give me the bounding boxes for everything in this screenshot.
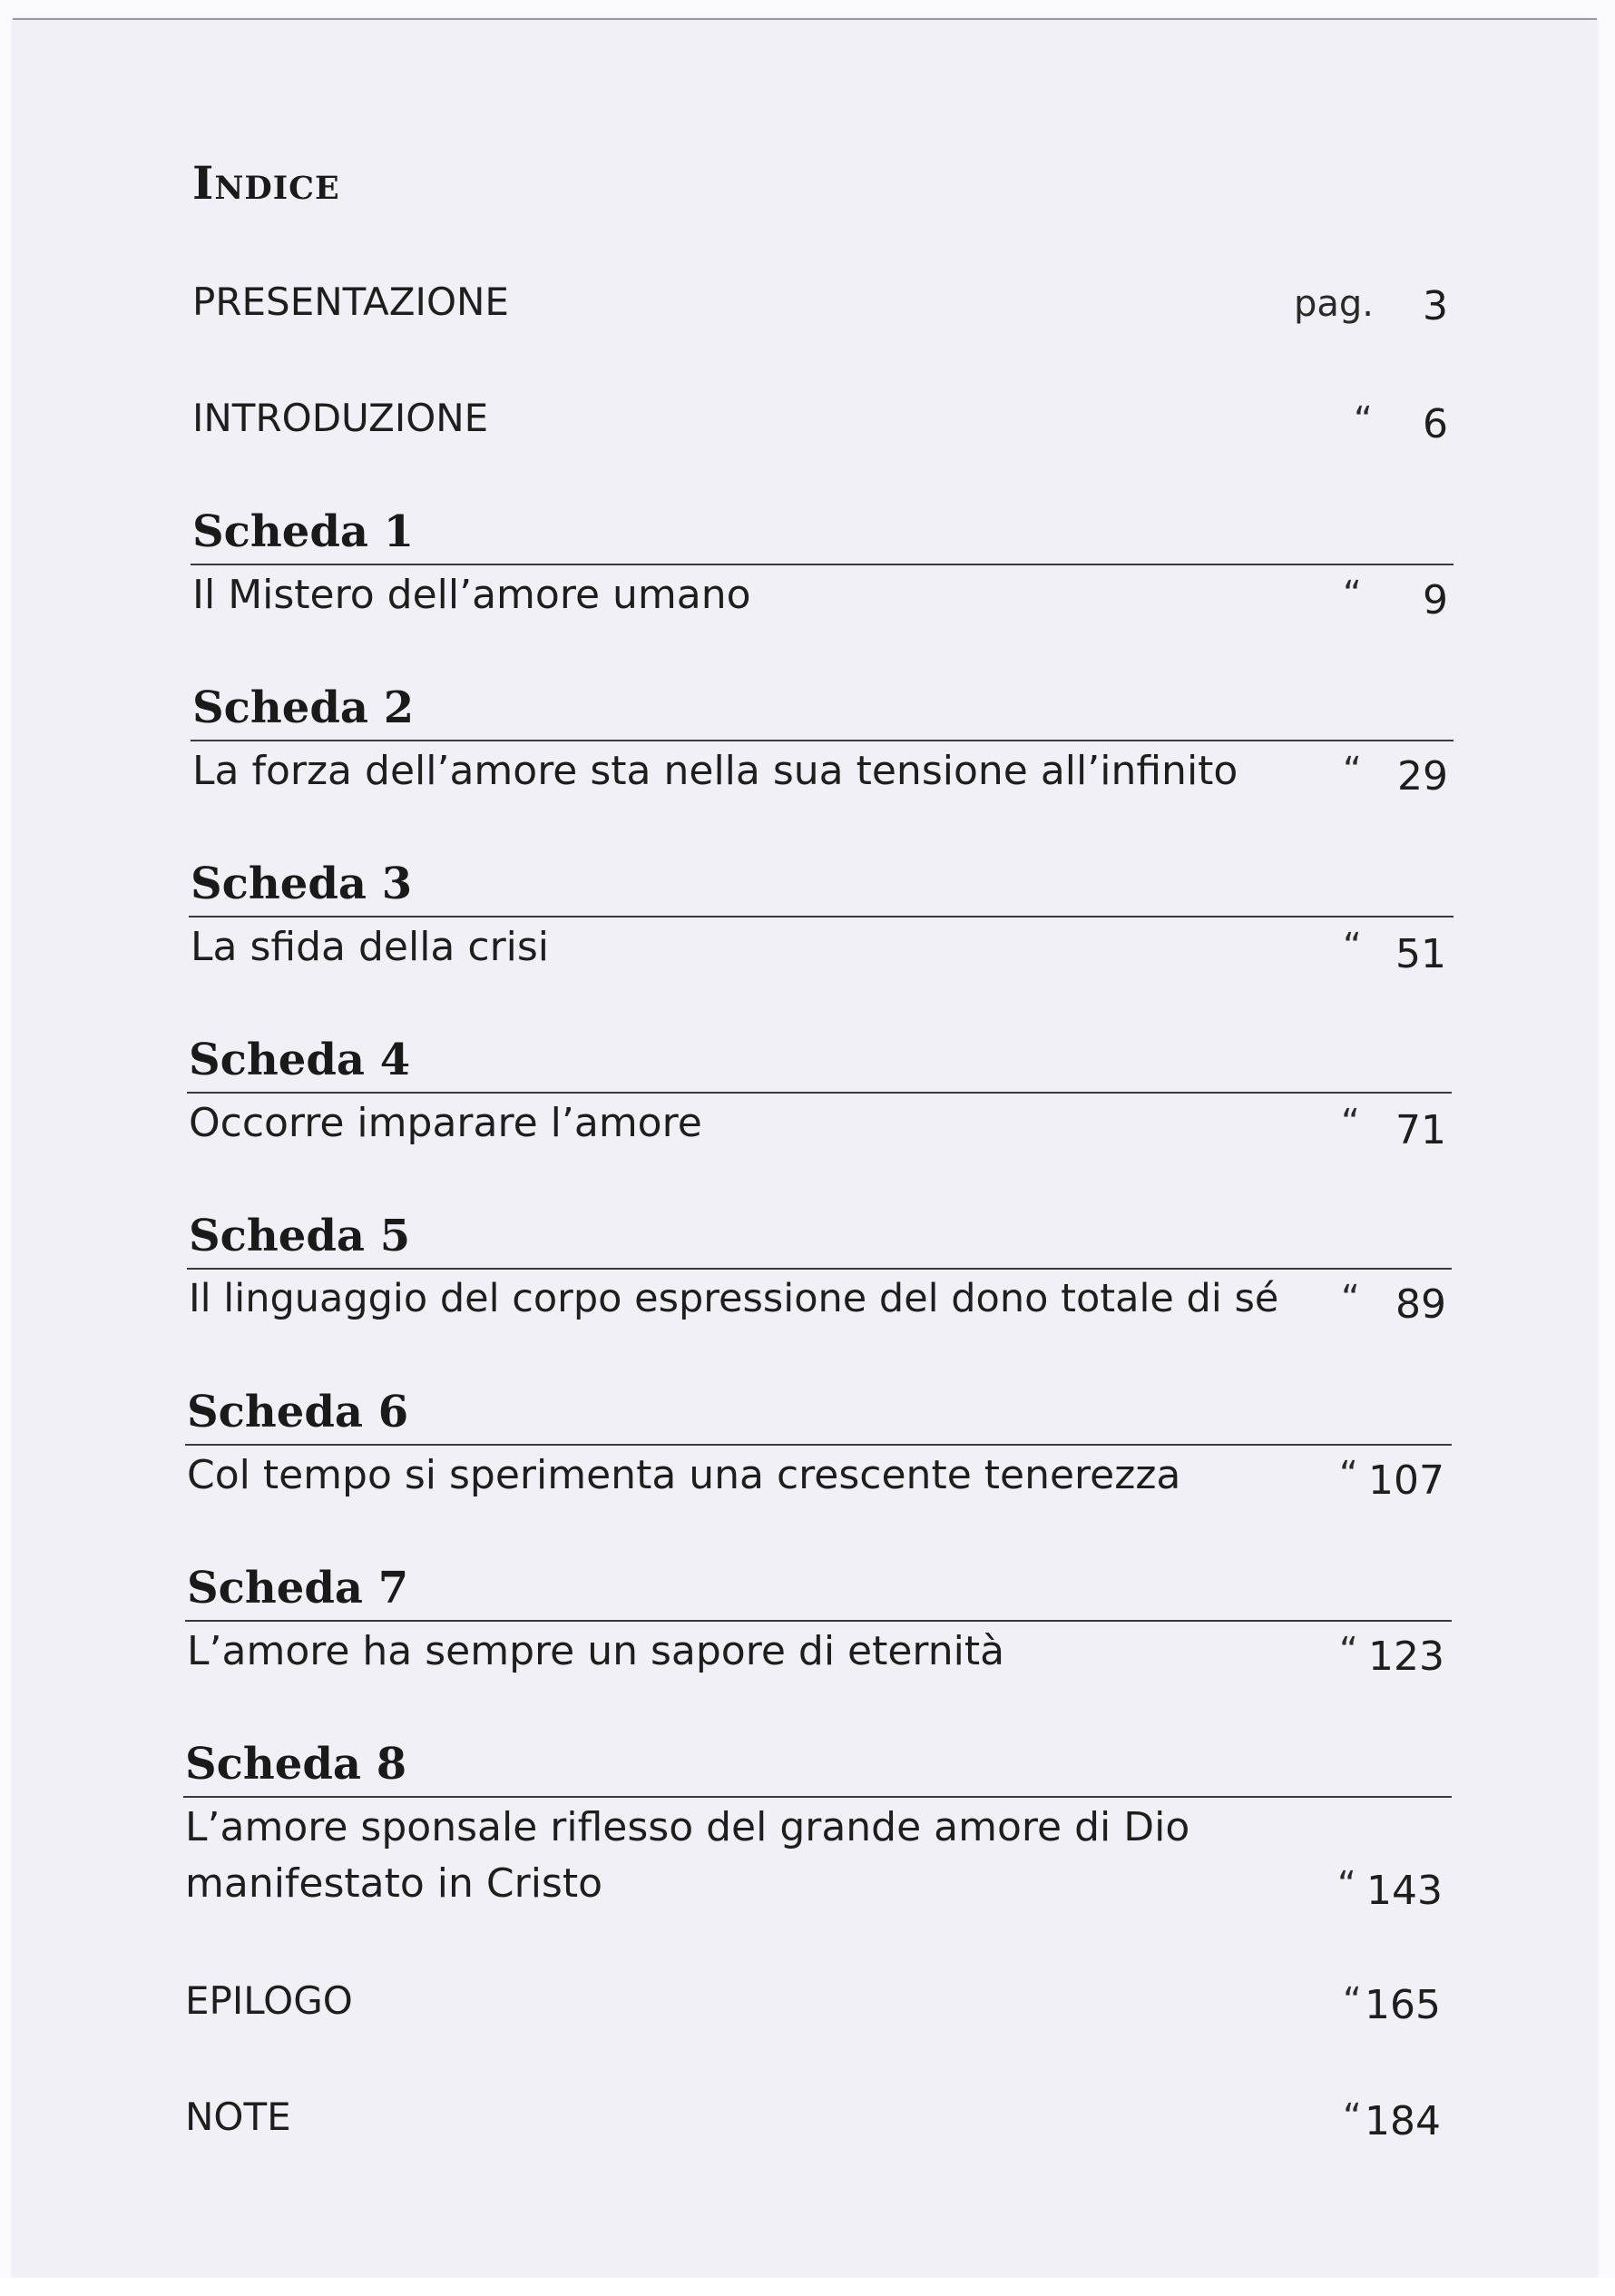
- heading-rule: [187, 1268, 1452, 1270]
- scheda-title-line-1: L’amore sponsale riflesso del grande amore di Dio: [185, 1804, 1190, 1850]
- ditto-mark: “: [1339, 1454, 1358, 1496]
- entry-page-number: 123: [1368, 1634, 1444, 1680]
- ditto-mark: “: [1337, 1864, 1356, 1906]
- page-label: pag.: [1294, 283, 1375, 325]
- entry-label: EPILOGO: [185, 1978, 353, 2023]
- entry-page-number: 107: [1368, 1457, 1444, 1504]
- heading-rule: [189, 916, 1454, 917]
- entry-page-number: 143: [1366, 1868, 1443, 1914]
- scheda-heading: Scheda 7: [187, 1563, 409, 1614]
- scheda-heading: Scheda 4: [189, 1035, 411, 1085]
- heading-rule: [183, 1796, 1452, 1798]
- ditto-mark: “: [1339, 1630, 1358, 1672]
- entry-page-number: 184: [1365, 2098, 1441, 2144]
- ditto-mark: “: [1343, 1980, 1362, 2022]
- scheda-title: Col tempo si sperimenta una crescente tenerezza: [187, 1452, 1181, 1498]
- ditto-mark: “: [1341, 1102, 1360, 1143]
- ditto-mark: “: [1343, 926, 1362, 967]
- entry-page-number: 29: [1397, 753, 1448, 800]
- scheda-heading: Scheda 1: [192, 506, 415, 557]
- ditto-mark: “: [1354, 399, 1373, 441]
- entry-label: NOTE: [185, 2095, 291, 2139]
- ditto-mark: “: [1341, 1278, 1360, 1320]
- entry-page-number: 51: [1395, 931, 1446, 977]
- scheda-title: La forza dell’amore sta nella sua tensione all’infinito: [192, 748, 1238, 794]
- entry-page-number: 3: [1423, 283, 1448, 329]
- scheda-title-line-2: manifestato in Cristo: [185, 1860, 603, 1907]
- entry-label: INTRODUZIONE: [192, 396, 489, 440]
- sheet-top-edge: [13, 18, 1597, 20]
- entry-label: PRESENTAZIONE: [192, 280, 509, 324]
- scheda-heading: Scheda 3: [191, 859, 413, 909]
- entry-page-number: 71: [1395, 1107, 1446, 1153]
- scheda-heading: Scheda 8: [185, 1739, 407, 1790]
- entry-page-number: 6: [1423, 401, 1448, 447]
- page-sheet: [13, 18, 1597, 2278]
- scheda-title: Occorre imparare l’amore: [189, 1100, 702, 1146]
- heading-rule: [185, 1444, 1452, 1446]
- scheda-title: Il linguaggio del corpo espressione del dono totale di sé: [189, 1276, 1279, 1321]
- scheda-title: L’amore ha sempre un sapore di eternità: [187, 1628, 1005, 1674]
- scheda-heading: Scheda 2: [192, 682, 415, 733]
- scheda-heading: Scheda 6: [187, 1387, 409, 1437]
- entry-page-number: 89: [1395, 1281, 1446, 1328]
- scheda-title: Il Mistero dell’amore umano: [192, 572, 751, 618]
- index-title: Indice: [192, 156, 340, 210]
- heading-rule: [191, 564, 1454, 565]
- scheda-title: La sfida della crisi: [191, 924, 550, 970]
- ditto-mark: “: [1343, 2096, 1362, 2138]
- ditto-mark: “: [1343, 750, 1362, 791]
- heading-rule: [187, 1092, 1452, 1094]
- entry-page-number: 9: [1423, 577, 1448, 623]
- ditto-mark: “: [1343, 574, 1362, 615]
- entry-page-number: 165: [1365, 1982, 1441, 2028]
- scan-bottom-margin: [0, 2278, 1615, 2296]
- heading-rule: [191, 740, 1454, 741]
- scheda-heading: Scheda 5: [189, 1211, 411, 1261]
- heading-rule: [185, 1620, 1452, 1622]
